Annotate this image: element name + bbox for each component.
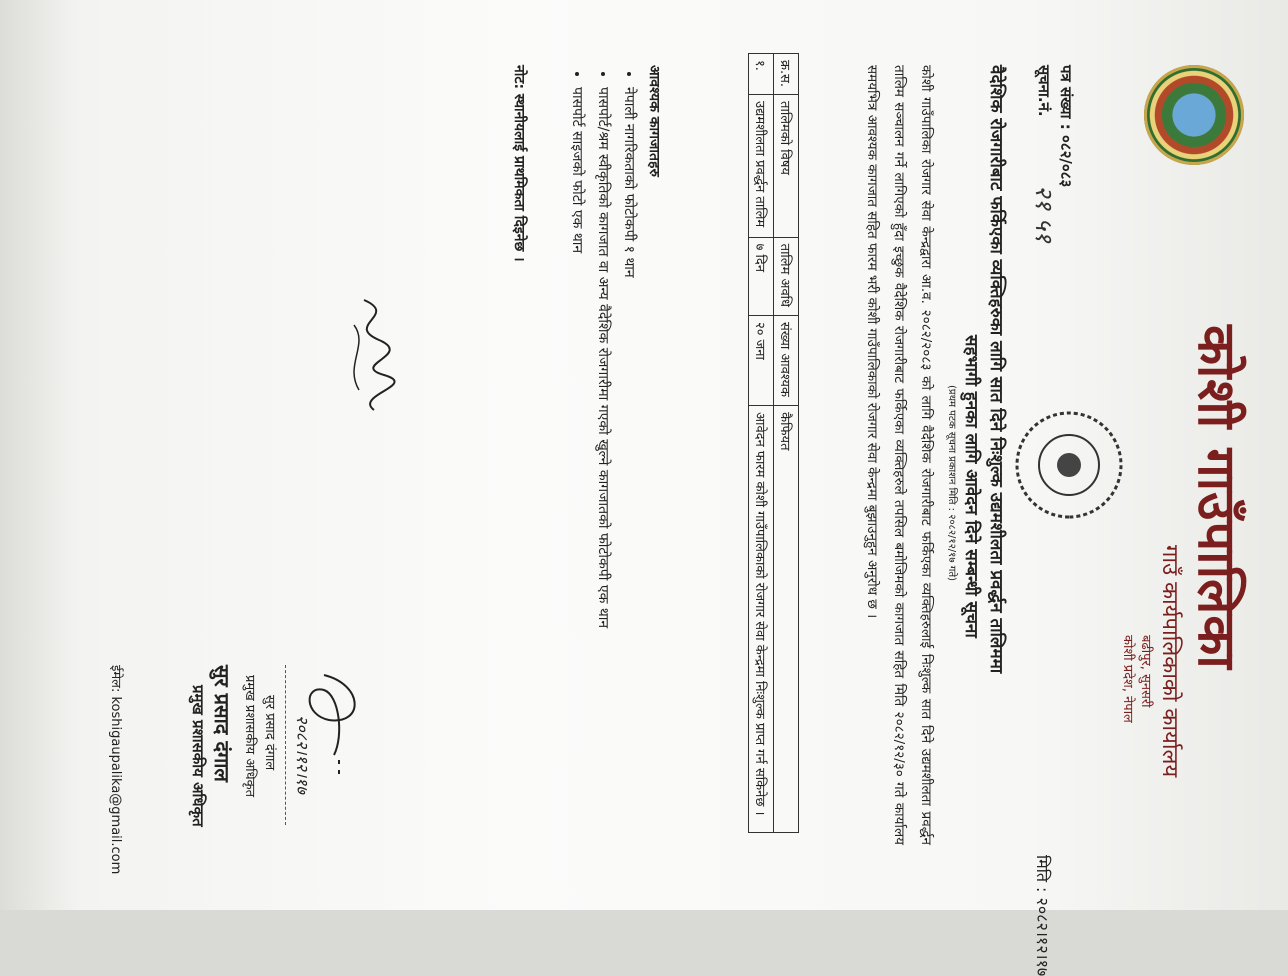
address-line-2: कोशी प्रदेश, नेपाल <box>1120 635 1135 723</box>
signature-date: २०८२।१२।१७ <box>293 715 312 794</box>
officer-title: प्रमुख प्रशासकीय अधिकृत <box>242 675 257 798</box>
table-header-row <box>774 54 799 833</box>
letterhead-address <box>1120 635 1156 723</box>
cell-sn: १. <box>749 54 774 95</box>
address-line-1: बढीपुर, सुनसरी <box>1138 635 1153 708</box>
municipality-emblem-icon <box>1144 65 1244 165</box>
reference-number: पत्र संख्या : ०८२/०८३ <box>1057 65 1075 188</box>
documents-list <box>564 65 642 867</box>
signature-icon <box>334 295 404 415</box>
notice-date: मिति : २०८२।१२।१७ <box>1033 855 1052 976</box>
list-item: • नेपाली नागरिकताको फोटोकपी १ थान <box>616 87 642 867</box>
officer-name: सुर प्रसाद दंगाल <box>262 695 277 771</box>
handwritten-notice-number: २१ ५१ <box>1030 185 1058 243</box>
cell-count: २० जना <box>749 315 774 405</box>
office-stamp-icon <box>994 395 1144 535</box>
list-item: • पासपोर्ट/श्रम स्वीकृतिको कागजात वा अन्य वैदेशिक रोजगारीमा गएको खुल्ने कागजातको फोटोकपी एक थान <box>590 87 616 867</box>
col-count: संख्या आवश्यक <box>774 315 799 405</box>
documents-heading: आवश्यक कागजातहरु <box>646 65 662 177</box>
signature-line <box>285 665 286 825</box>
notice-number-label: सूचना.नं. <box>1035 65 1053 117</box>
col-remarks: कैफियत <box>774 406 799 833</box>
col-duration: तालिम अवधि <box>774 237 799 315</box>
officer-stamp-name: सुर प्रसाद दंगाल <box>210 665 234 782</box>
table-row <box>749 54 774 833</box>
cell-remarks: आवेदन फारम कोशी गाउँपालिकाको रोजगार सेवा केन्द्रमा निःशुल्क प्राप्त गर्न सकिनेछ । <box>749 406 774 833</box>
contact-email: ईमेल: koshigaupalika@gmail.com <box>108 665 123 875</box>
notice-subheading: सहभागी हुनका लागि आवेदन दिने सम्बन्धी सूचना <box>961 335 981 638</box>
publication-note: (प्रथम पटक सूचना प्रकाशन मिति : २०८२/१२/१७ गते) <box>946 385 957 581</box>
note-text: नोट: स्थानीयलाई प्राथमिकता दिइनेछ । <box>511 65 527 262</box>
col-subject: तालिमको विषय <box>774 95 799 238</box>
notice-page <box>24 25 1264 976</box>
letterhead-title: कोशी गाउँपालिका <box>1186 325 1247 670</box>
cell-duration: ७ दिन <box>749 237 774 315</box>
officer-stamp-title: प्रमुख प्रशासकीय अधिकृत <box>189 685 207 827</box>
training-table <box>748 53 799 833</box>
notice-body: कोशी गाउँपालिका रोजगार सेवा केन्द्रद्वारा आ.व. २०८२/२०८३ को लागि वैदेशिक रोजगारीबाट फर्किएका व्यक्तिहरुलाई निःशुल्क सात दिने उद्यमशीलता प्रवर्द्धन तालिम सञ्चालन गर्ने लागिएको हुँदा इच्छुक वैदेशिक रोजगारीबाट फर्किएका व्यक्तिहरुले तपसिल बमोजिमको कागजात सहित मिति २०८२/१२/३० गते कार्यालय समयभित्र आवश्यक कागजात सहित फारम भरी कोशी गाउँपालिकाको रोजगार सेवा केन्द्रमा बुझाउनुहुन अनुरोध छ । <box>864 65 934 845</box>
notice-heading: वैदेशिक रोजगारीबाट फर्किएका व्यक्तिहरुका लागि सात दिने निःशुल्क उद्यमशीलता प्रवर्द्धन तालिममा <box>986 65 1006 674</box>
col-sn: क्र.स. <box>774 54 799 95</box>
cell-subject: उद्यमशीलता प्रवर्द्धन तालिम <box>749 95 774 238</box>
list-item: • पासपोर्ट साइजको फोटो एक थान <box>564 87 590 867</box>
letterhead-subtitle: गाउँ कार्यपालिकाको कार्यालय <box>1157 545 1182 778</box>
